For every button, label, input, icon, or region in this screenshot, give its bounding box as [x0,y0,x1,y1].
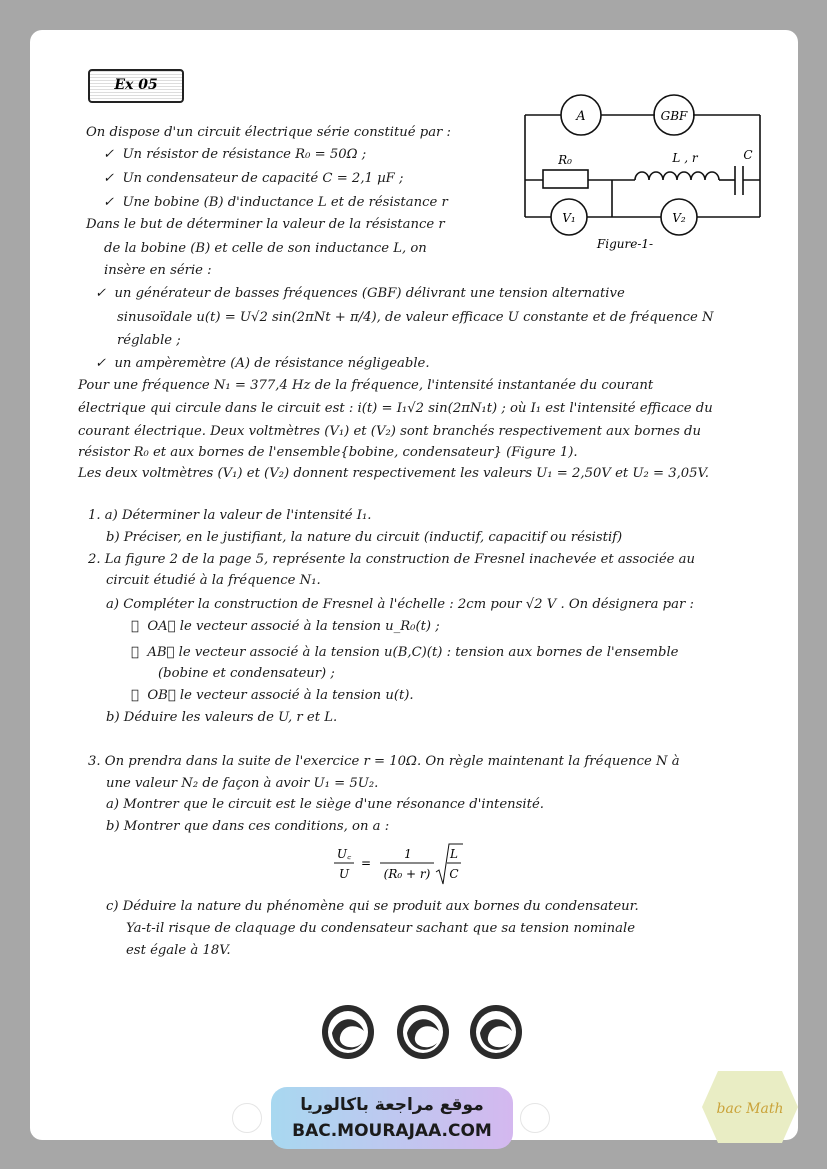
coil-label: L , r [672,151,698,165]
purpose-line: insère en série : [104,263,212,278]
resistor-label: R₀ [558,153,572,167]
site-logo-left [232,1103,262,1133]
statement-line: résistor R₀ et aux bornes de l'ensemble{bobine, condensateur} (Figure 1). [78,445,578,460]
question-2a: a) Compléter la construction de Fresnel à l'échelle : 2cm pour √2 V . On désignera par : [106,597,694,612]
statement-line: électrique qui circule dans le circuit est : i(t) = I₁√2 sin(2πN₁t) ; où I₁ est l'intensité efficace du [78,401,713,416]
exercise-label: Ex 05 [88,69,184,103]
question-3-cont: une valeur N₂ de façon à avoir U₁ = 5U₂. [106,776,379,791]
vector-item-cont: (bobine et condensateur) ; [158,666,335,681]
question-2b: b) Déduire les valeurs de U, r et L. [106,710,338,725]
question-2-cont: circuit étudié à la fréquence N₁. [106,573,321,588]
vector-item: ✓ AB⃗ le vecteur associé à la tension u(B,C)(t) : tension aux bornes de l'ensemble [131,645,679,660]
resonance-formula [330,842,470,892]
formula-rhs-num: 1 [404,847,412,861]
vector-item: ✓ OB⃗ le vecteur associé à la tension u(t). [131,688,414,703]
site-banner[interactable] [271,1087,513,1149]
question-3a: a) Montrer que le circuit est le siège d'une résonance d'intensité. [106,797,544,812]
component-item: ✓ Un condensateur de capacité C = 2,1 µF ; [103,171,404,186]
intro-text: On dispose d'un circuit électrique série constitué par : [86,125,452,140]
inserted-item: sinusoïdale u(t) = U√2 sin(2πNt + π/4), de valeur efficace U constante et de fréquence N [117,310,714,325]
question-2: 2. La figure 2 de la page 5, représente la construction de Fresnel inachevée et associée au [88,552,695,567]
formula-root-num: L [450,847,458,861]
site-url-link[interactable]: BAC.MOURAJAA.COM [292,1121,492,1141]
purpose-line: de la bobine (B) et celle de son inductance L, on [104,241,427,256]
voltmeter2-label: V₂ [672,211,686,225]
component-item: ✓ Une bobine (B) d'inductance L et de résistance r [103,195,448,210]
figure-caption: Figure-1- [596,237,654,251]
question-1a: 1. a) Déterminer la valeur de l'intensité I₁. [88,508,372,523]
site-name-arabic: موقع مراجعة باكالوريا [300,1095,484,1115]
emblem-icon [395,1003,451,1061]
question-1b: b) Préciser, en le justifiant, la nature du circuit (inductif, capacitif ou résistif) [106,530,623,545]
question-3c-line3: est égale à 18V. [126,943,231,958]
emblem-icon [468,1003,524,1061]
voltmeter1-label: V₁ [562,211,576,225]
inserted-item: réglable ; [117,333,181,348]
inserted-item: ✓ un générateur de basses fréquences (GBF) délivrant une tension alternative [95,286,625,301]
purpose-line: Dans le but de déterminer la valeur de la résistance r [86,217,445,232]
badge-text: bac Math [716,1101,784,1117]
formula-rhs-den: (R₀ + r) [383,867,431,881]
vector-item: ✓ OA⃗ le vecteur associé à la tension u_R₀(t) ; [131,619,440,634]
question-3c-line2: Ya-t-il risque de claquage du condensateur sachant que sa tension nominale [126,921,635,936]
formula-root-den: C [449,867,459,881]
emblem-icon [320,1003,376,1061]
formula-lhs-den: U [338,867,350,881]
statement-line: courant électrique. Deux voltmètres (V₁) et (V₂) sont branchés respectivement aux bornes du [78,424,701,439]
formula-eq: = [360,856,372,870]
question-3c: c) Déduire la nature du phénomène qui se produit aux bornes du condensateur. [106,899,639,914]
generator-label: GBF [660,109,688,123]
formula-lhs-num: U꜀ [336,847,352,861]
question-3: 3. On prendra dans la suite de l'exercice r = 10Ω. On règle maintenant la fréquence N à [88,754,680,769]
component-item: ✓ Un résistor de résistance R₀ = 50Ω ; [103,147,367,162]
question-3b: b) Montrer que dans ces conditions, on a : [106,819,390,834]
ammeter-label: A [576,109,586,124]
bac-math-badge [700,1067,800,1147]
inserted-item: ✓ un ampèremètre (A) de résistance négligeable. [95,356,430,371]
capacitor-label: C [743,148,753,162]
statement-line: Pour une fréquence N₁ = 377,4 Hz de la fréquence, l'intensité instantanée du courant [78,378,654,393]
circuit-figure [515,92,775,257]
site-logo-right [520,1103,550,1133]
statement-line: Les deux voltmètres (V₁) et (V₂) donnent respectivement les valeurs U₁ = 2,50V et U₂ = 3,05V. [78,466,709,481]
